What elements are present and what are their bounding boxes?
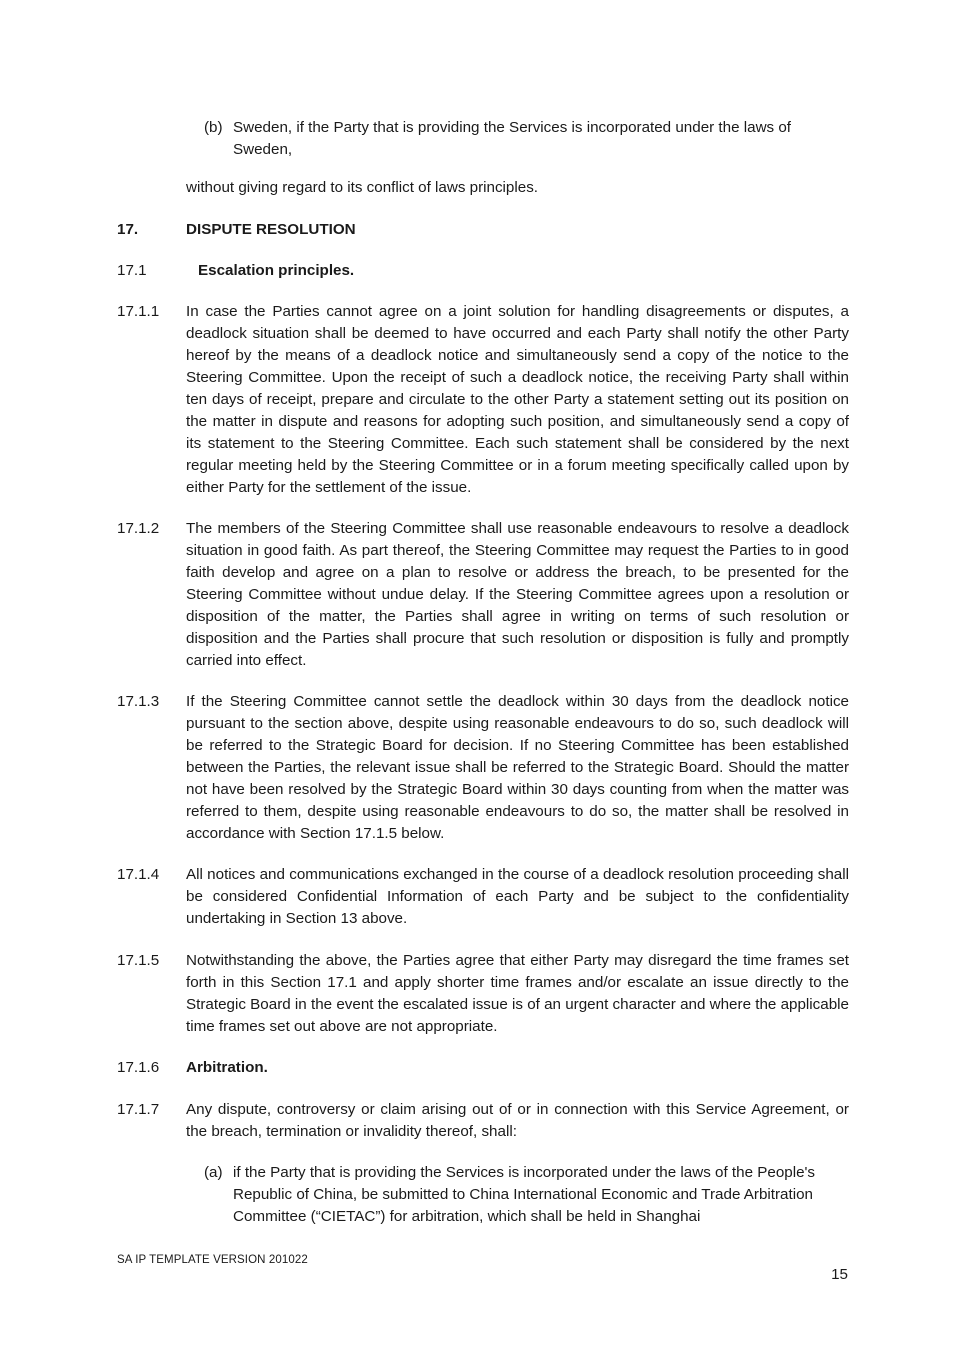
clause-number: 17.1.7 — [117, 1101, 160, 1118]
subsection-number: 17.1 — [117, 262, 147, 279]
clause-number: 17.1.3 — [117, 693, 160, 710]
clause-text: The members of the Steering Committee shall use reasonable endeavours to resolve a deadlock situation in good faith. As part thereof, the Steering Committee may request the Parties to in good faith develop and agree on a plan to resolve or address the breach, to be presented for the Steering Committee without undue delay. If the Steering Committee agrees upon a resolution or disposition of the matter, the Parties shall agree in writing on terms of such resolution or disposition and the Parties shall procure that such resolution or disposition is fully and promptly carried into effect. — [186, 520, 849, 669]
list-item-a — [204, 1162, 846, 1228]
list-item-label: (b) — [204, 119, 223, 136]
clause-number: 17.1.4 — [117, 866, 160, 883]
subsection-title: Escalation principles. — [198, 262, 355, 279]
footer-template-version: SA IP TEMPLATE VERSION 201022 — [117, 1254, 308, 1266]
clause-text: If the Steering Committee cannot settle the deadlock within 30 days from the deadlock notice pursuant to the section above, despite using reasonable endeavours to do so, such deadlock will be referred to the Strategic Board for decision. If no Steering Committee has been established between the Parties, the relevant issue shall be referred to the Strategic Board. Should the matter not have been resolved by the Strategic Board within 30 days counting from when the matter was referred to them, despite using reasonable endeavours to do so, the matter shall be resolved in accordance with Section 17.1.5 below. — [186, 693, 849, 842]
section-title: DISPUTE RESOLUTION — [186, 221, 356, 238]
clause-number: 17.1.2 — [117, 520, 160, 537]
clause-17-1-2 — [117, 518, 849, 672]
clause-17-1-4 — [117, 864, 849, 930]
section-number: 17. — [117, 221, 139, 238]
list-item-text: if the Party that is providing the Services is incorporated under the laws of the People's Republic of China, be submitted to China International Economic and Trade Arbitration Committee (“CIETAC”) for arbitration, which shall be held in Shanghai — [233, 1164, 816, 1225]
clause-text: Notwithstanding the above, the Parties agree that either Party may disregard the time frames set forth in this Section 17.1 and apply shorter time frames and/or escalate an issue directly to the Strategic Board in the event the escalated issue is of an urgent character and where the applicable time frames set out above are not appropriate. — [186, 952, 849, 1035]
page-number: 15 — [831, 1266, 848, 1283]
clause-number: 17.1.1 — [117, 303, 160, 320]
list-item-text: Sweden, if the Party that is providing the Services is incorporated under the laws of Sweden, — [233, 119, 792, 158]
arbitration-title: Arbitration. — [186, 1059, 268, 1076]
clause-text: In case the Parties cannot agree on a joint solution for handling disagreements or disputes, a deadlock situation shall be deemed to have occurred and each Party shall notify the other Party hereof by the means of a deadlock notice and simultaneously send a copy of the notice to the Steering Committee. Upon the receipt of such a deadlock notice, the receiving Party shall within ten days of receipt, prepare and circulate to the other Party a statement setting out its position on the matter in dispute and reasons for adopting such position, and simultaneously send a copy of its statement to the Steering Committee. Each such statement shall be considered by the next regular meeting held by the Steering Committee or in a forum meeting specifically called upon by either Party for the settlement of the issue. — [186, 303, 849, 496]
clause-17-1-3 — [117, 691, 849, 845]
clause-17-1-1 — [117, 301, 849, 499]
clause-17-1-7 — [117, 1099, 849, 1143]
clause-17-1-5 — [117, 950, 849, 1038]
clause-text: Any dispute, controversy or claim arising out of or in connection with this Service Agreement, or the breach, termination or invalidity thereof, shall: — [186, 1101, 849, 1140]
list-item-label: (a) — [204, 1164, 223, 1181]
trailing-clause: without giving regard to its conflict of laws principles. — [186, 179, 539, 196]
arbitration-number: 17.1.6 — [117, 1059, 160, 1076]
clause-text: All notices and communications exchanged in the course of a deadlock resolution proceeding shall be considered Confidential Information of each Party and be subject to the confidentiality undertaking in Section 13 above. — [186, 866, 849, 927]
clause-number: 17.1.5 — [117, 952, 160, 969]
list-item-b — [204, 117, 846, 161]
